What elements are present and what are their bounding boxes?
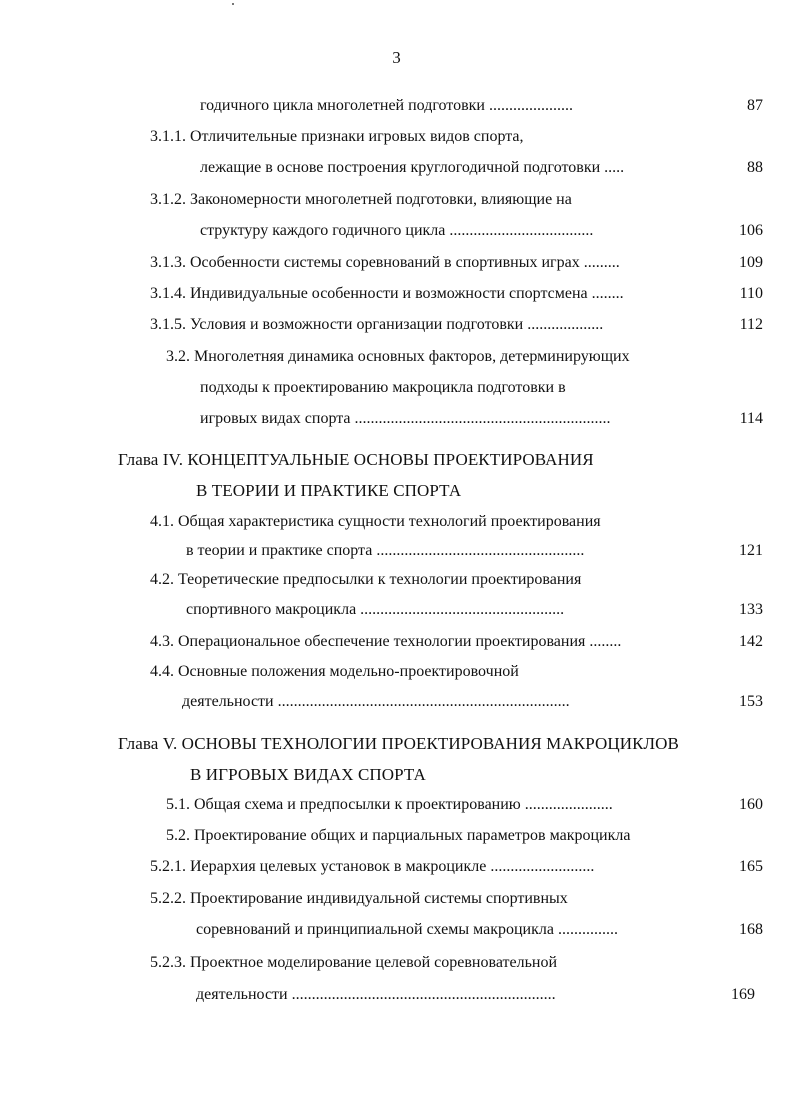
- toc-entry-page: 109: [739, 254, 763, 271]
- toc-entry-page: 112: [739, 316, 763, 333]
- toc-entry-text: структуру каждого годичного цикла ....................................: [200, 222, 594, 239]
- toc-entry-text: 3.1.3. Особенности системы соревнований в спортивных играх .........: [150, 254, 620, 271]
- toc-entry-text: 5.1. Общая схема и предпосылки к проектированию ......................: [166, 796, 613, 813]
- chapter-heading: В ТЕОРИИ И ПРАКТИКЕ СПОРТА: [196, 481, 462, 500]
- toc-entry-text: 5.2.3. Проектное моделирование целевой соревновательной: [150, 954, 557, 971]
- toc-entry-text: игровых видах спорта ................................................................: [200, 410, 611, 427]
- toc-entry-page: 121: [739, 542, 763, 559]
- toc-entry-text: годичного цикла многолетней подготовки .....................: [200, 97, 573, 114]
- chapter-heading: Глава V. ОСНОВЫ ТЕХНОЛОГИИ ПРОЕКТИРОВАНИЯ МАКРОЦИКЛОВ: [118, 734, 679, 753]
- toc-entry-text: 3.2. Многолетняя динамика основных факторов, детерминирующих: [166, 348, 630, 365]
- toc-entry-page: 106: [739, 222, 763, 239]
- toc-entry-text: 5.2. Проектирование общих и парциальных параметров макроцикла: [166, 827, 631, 844]
- toc-entry-text: спортивного макроцикла ...................................................: [186, 601, 565, 618]
- toc-entry-text: соревнований и принципиальной схемы макроцикла ...............: [196, 921, 618, 938]
- toc-entry-text: 4.4. Основные положения модельно-проектировочной: [150, 663, 519, 680]
- toc-entry-page: 169: [731, 986, 755, 1003]
- toc-entry-text: 3.1.2. Закономерности многолетней подготовки, влияющие на: [150, 191, 572, 208]
- toc-entry-page: 110: [739, 285, 763, 302]
- toc-entry-text: деятельности .........................................................................: [182, 693, 570, 710]
- toc-entry-text: деятельности ..................................................................: [196, 986, 556, 1003]
- toc-entry-text: 4.3. Операциональное обеспечение технологии проектирования ........: [150, 633, 622, 650]
- scan-speck: [232, 3, 234, 5]
- toc-entry-text: 4.2. Теоретические предпосылки к технологии проектирования: [150, 571, 582, 588]
- toc-entry-text: 5.2.1. Иерархия целевых установок в макроцикле ..........................: [150, 858, 595, 875]
- toc-entry-page: 142: [739, 633, 763, 650]
- toc-entry-text: 5.2.2. Проектирование индивидуальной системы спортивных: [150, 890, 568, 907]
- toc-entry-text: 3.1.1. Отличительные признаки игровых видов спорта,: [150, 128, 524, 145]
- page-number: 3: [392, 48, 401, 67]
- toc-entry-page: 160: [739, 796, 763, 813]
- chapter-heading: В ИГРОВЫХ ВИДАХ СПОРТА: [190, 765, 426, 784]
- toc-entry-text: лежащие в основе построения круглогодичной подготовки .....: [200, 159, 625, 176]
- toc-entry-text: 4.1. Общая характеристика сущности технологий проектирования: [150, 513, 601, 530]
- chapter-heading: Глава IV. КОНЦЕПТУАЛЬНЫЕ ОСНОВЫ ПРОЕКТИРОВАНИЯ: [118, 450, 594, 469]
- toc-entry-page: 87: [747, 97, 763, 114]
- toc-entry-page: 168: [739, 921, 763, 938]
- toc-entry-page: 114: [739, 410, 763, 427]
- toc-entry-page: 88: [747, 159, 763, 176]
- toc-entry-text: 3.1.5. Условия и возможности организации подготовки ...................: [150, 316, 604, 333]
- toc-entry-text: 3.1.4. Индивидуальные особенности и возможности спортсмена ........: [150, 285, 624, 302]
- toc-entry-page: 153: [739, 693, 763, 710]
- toc-entry-text: подходы к проектированию макроцикла подготовки в: [200, 379, 566, 396]
- toc-entry-text: в теории и практике спорта ....................................................: [186, 542, 585, 559]
- toc-entry-page: 133: [739, 601, 763, 618]
- toc-entry-page: 165: [739, 858, 763, 875]
